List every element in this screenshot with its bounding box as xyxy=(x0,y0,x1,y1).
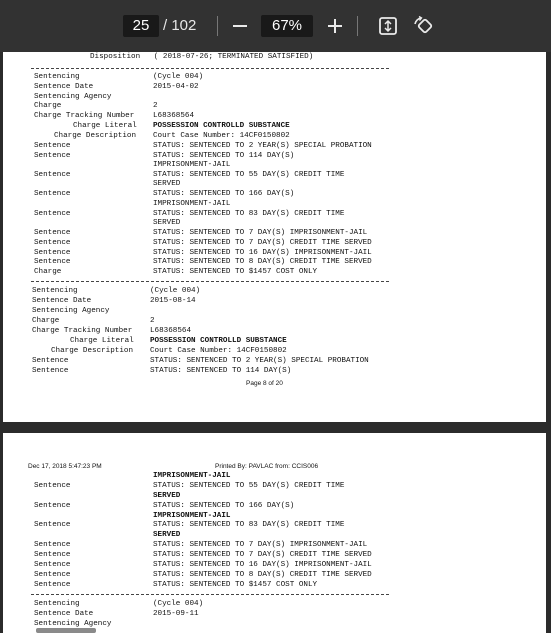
plus-icon xyxy=(327,15,343,37)
separator xyxy=(31,281,389,282)
sentence-status: STATUS: SENTENCED TO 166 DAY(S) xyxy=(153,502,295,510)
sentence-status: STATUS: SENTENCED TO 2 YEAR(S) SPECIAL PROBATION xyxy=(150,357,369,365)
field-label: Charge Tracking Number xyxy=(34,112,135,120)
field-label: Sentencing Agency xyxy=(32,307,110,315)
field-label: Charge Literal xyxy=(73,122,137,130)
field-value: (Cycle 004) xyxy=(150,287,201,295)
sentence-status: STATUS: SENTENCED TO 114 DAY(S) xyxy=(153,152,295,160)
sentence-label: Sentence xyxy=(34,561,71,569)
field-label: Sentence Date xyxy=(32,297,92,305)
field-value: 2 xyxy=(150,317,155,325)
field-label: Sentencing xyxy=(32,287,78,295)
field-label: Charge Literal xyxy=(70,337,134,345)
sentence-label: Sentence xyxy=(34,210,71,218)
sentence-status-cont: IMPRISONMENT-JAIL xyxy=(153,161,231,169)
sentence-label: Sentence xyxy=(34,258,71,266)
field-value: 2015-04-02 xyxy=(153,83,199,91)
sentence-label: Sentence xyxy=(34,541,71,549)
field-value: 2015-08-14 xyxy=(150,297,196,305)
zoom-out-button[interactable] xyxy=(227,12,253,40)
fit-page-button[interactable] xyxy=(375,12,401,40)
sentence-status: STATUS: SENTENCED TO 7 DAY(S) IMPRISONMENT-JAIL xyxy=(153,541,368,549)
field-value: 2 xyxy=(153,102,158,110)
field-label: Charge xyxy=(34,102,62,110)
field-value: Court Case Number: 14CF0150802 xyxy=(153,132,290,140)
separator xyxy=(31,594,389,595)
field-label: Sentence Date xyxy=(34,610,94,618)
sentence-label: Sentence xyxy=(34,249,71,257)
sentence-status-cont: SERVED xyxy=(153,219,181,227)
print-timestamp: Dec 17, 2018 5:47:23 PM xyxy=(28,463,102,470)
sentence-status: STATUS: SENTENCED TO 166 DAY(S) xyxy=(153,190,295,198)
field-value: POSSESSION CONTROLLD SUBSTANCE xyxy=(153,122,290,130)
separator xyxy=(31,68,389,69)
rotate-button[interactable] xyxy=(410,12,436,40)
zoom-level-input[interactable]: 67% xyxy=(261,15,313,37)
sentence-status: STATUS: SENTENCED TO 114 DAY(S) xyxy=(150,367,292,375)
field-label: Sentencing Agency xyxy=(34,620,112,628)
sentence-status: STATUS: SENTENCED TO 8 DAY(S) CREDIT TIME SERVED xyxy=(153,571,372,579)
sentence-label: Sentence xyxy=(32,367,69,375)
sentence-status: STATUS: SENTENCED TO 2 YEAR(S) SPECIAL PROBATION xyxy=(153,142,372,150)
field-value: 2015-09-11 xyxy=(153,610,199,618)
field-value: L68368564 xyxy=(150,327,192,335)
sentence-status: STATUS: SENTENCED TO 55 DAY(S) CREDIT TIME xyxy=(153,482,345,490)
sentence-label: Sentence xyxy=(34,239,71,247)
field-label: Sentencing xyxy=(34,600,80,608)
sentence-label: Sentence xyxy=(32,357,69,365)
document-page xyxy=(3,52,546,422)
document-page xyxy=(3,433,546,633)
sentence-status-cont: IMPRISONMENT-JAIL xyxy=(153,512,231,520)
sentence-status: STATUS: SENTENCED TO 16 DAY(S) IMPRISONMENT-JAIL xyxy=(153,561,372,569)
pdf-toolbar xyxy=(0,0,551,52)
sentence-label: Sentence xyxy=(34,551,71,559)
sentence-label: Sentence xyxy=(34,571,71,579)
field-label: Charge xyxy=(32,317,60,325)
sentence-label: Sentence xyxy=(34,502,71,510)
sentence-status: STATUS: SENTENCED TO $1457 COST ONLY xyxy=(153,268,318,276)
sentence-status-cont: IMPRISONMENT-JAIL xyxy=(153,200,231,208)
divider xyxy=(357,16,358,36)
sentence-label: Sentence xyxy=(34,190,71,198)
field-label: Sentencing Agency xyxy=(34,93,112,101)
zoom-in-button[interactable] xyxy=(322,12,348,40)
printed-by: Printed By: PAVLAC from: CCIS006 xyxy=(215,463,319,470)
sentence-label: Sentence xyxy=(34,142,71,150)
page-number-input[interactable]: 25 xyxy=(123,15,159,37)
fit-page-icon xyxy=(378,15,398,37)
sentence-status: STATUS: SENTENCED TO 7 DAY(S) CREDIT TIME SERVED xyxy=(153,239,372,247)
field-value: (Cycle 004) xyxy=(153,73,204,81)
field-value: POSSESSION CONTROLLD SUBSTANCE xyxy=(150,337,287,345)
sentence-label: Sentence xyxy=(34,229,71,237)
sentence-status: STATUS: SENTENCED TO 55 DAY(S) CREDIT TIME xyxy=(153,171,345,179)
sentence-label: Sentence xyxy=(34,482,71,490)
field-value: L68368564 xyxy=(153,112,195,120)
sentence-status: STATUS: SENTENCED TO 7 DAY(S) IMPRISONMENT-JAIL xyxy=(153,229,368,237)
field-label: Charge Tracking Number xyxy=(32,327,133,335)
sentence-status: STATUS: SENTENCED TO 16 DAY(S) IMPRISONMENT-JAIL xyxy=(153,249,372,257)
sentence-status: STATUS: SENTENCED TO $1457 COST ONLY xyxy=(153,581,318,589)
sentence-status-cont: IMPRISONMENT-JAIL xyxy=(153,472,231,480)
sentence-label: Sentence xyxy=(34,521,71,529)
page-total: / 102 xyxy=(163,17,197,34)
page-footer: Page 8 of 20 xyxy=(246,380,283,387)
sentence-status-cont: SERVED xyxy=(153,531,181,539)
sentence-label: Sentence xyxy=(34,152,71,160)
horizontal-scrollbar[interactable] xyxy=(36,628,96,633)
field-label: Sentencing xyxy=(34,73,80,81)
disposition-line: Disposition ( 2018-07-26; TERMINATED SATISFIED) xyxy=(90,53,314,61)
rotate-icon xyxy=(412,15,434,37)
field-label: Charge Description xyxy=(51,347,134,355)
minus-icon xyxy=(232,15,248,37)
sentence-status: STATUS: SENTENCED TO 83 DAY(S) CREDIT TIME xyxy=(153,521,345,529)
field-value: (Cycle 004) xyxy=(153,600,204,608)
sentence-label: Sentence xyxy=(34,171,71,179)
sentence-label: Sentence xyxy=(34,581,71,589)
sentence-status: STATUS: SENTENCED TO 8 DAY(S) CREDIT TIME SERVED xyxy=(153,258,372,266)
sentence-label: Charge xyxy=(34,268,62,276)
field-label: Charge Description xyxy=(54,132,137,140)
sentence-status: STATUS: SENTENCED TO 83 DAY(S) CREDIT TIME xyxy=(153,210,345,218)
sentence-status-cont: SERVED xyxy=(153,492,181,500)
field-value: Court Case Number: 14CF0150802 xyxy=(150,347,287,355)
field-label: Sentence Date xyxy=(34,83,94,91)
sentence-status: STATUS: SENTENCED TO 7 DAY(S) CREDIT TIME SERVED xyxy=(153,551,372,559)
sentence-status-cont: SERVED xyxy=(153,180,181,188)
divider xyxy=(217,16,218,36)
